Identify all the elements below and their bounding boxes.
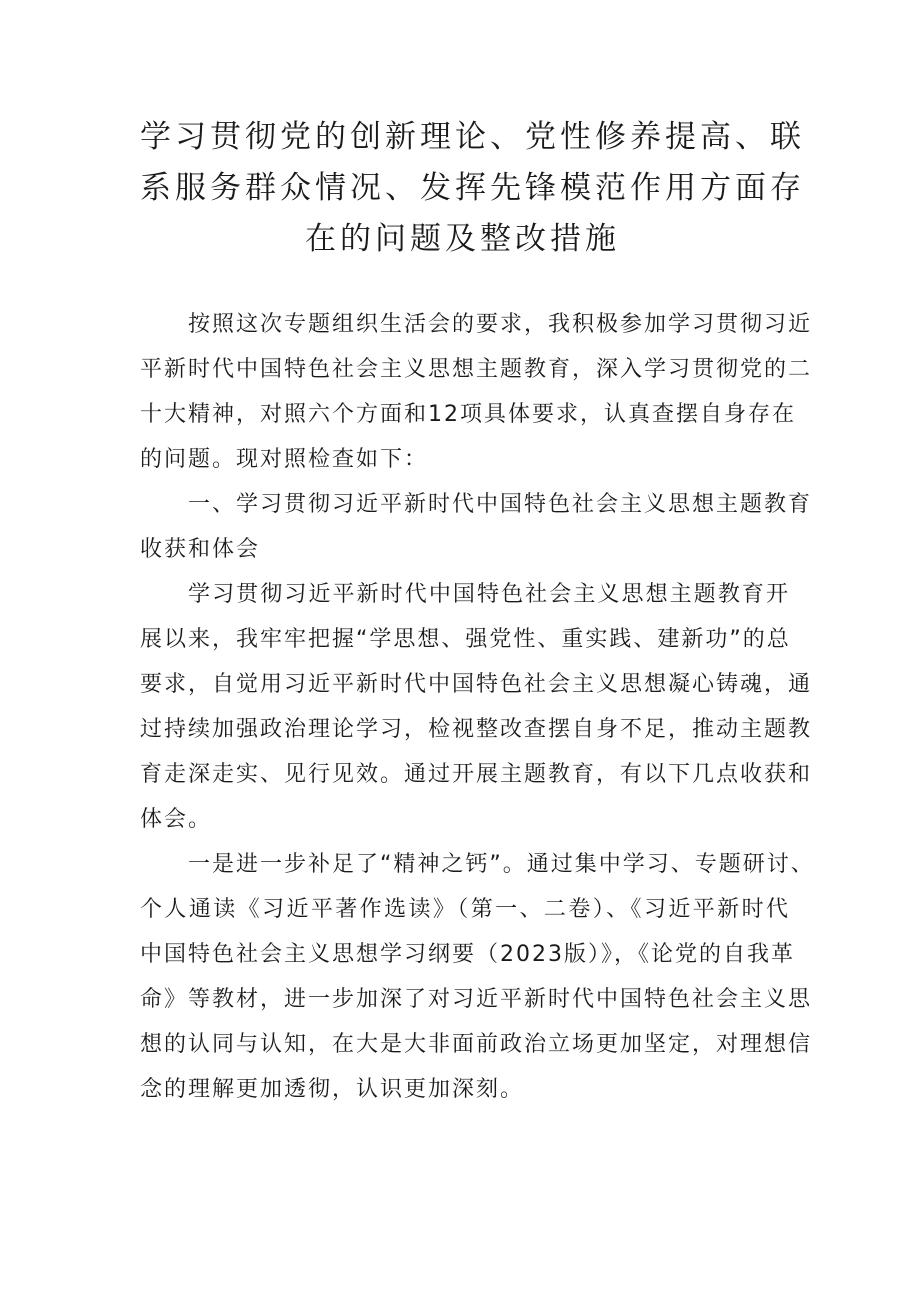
text-line: 平新时代中国特色社会主义思想主题教育，深入学习贯彻党的二 bbox=[140, 357, 813, 382]
text-line: 展以来，我牢牢把握“学思想、强党性、重实践、建新功”的总 bbox=[140, 627, 791, 652]
section-heading-1 bbox=[140, 482, 813, 572]
text-line: 收获和体会 bbox=[140, 537, 261, 562]
document-title bbox=[140, 112, 805, 265]
paragraph-section-1 bbox=[140, 572, 813, 842]
text-line: 学习贯彻习近平新时代中国特色社会主义思想主题教育开 bbox=[188, 582, 790, 607]
paragraph-intro bbox=[140, 302, 813, 482]
text-line: 一、学习贯彻习近平新时代中国特色社会主义思想主题教育 bbox=[188, 492, 813, 517]
title-line: 在的问题及整改措施 bbox=[305, 221, 620, 257]
text-line: 中国特色社会主义思想学习纲要（2023版）》，《论党的自我革 bbox=[140, 942, 795, 967]
text-line: 命》等教材，进一步加深了对习近平新时代中国特色社会主义思 bbox=[140, 987, 813, 1012]
text-line: 想的认同与认知，在大是大非面前政治立场更加坚定，对理想信 bbox=[140, 1032, 813, 1057]
text-line: 个人通读《习近平著作选读》（第一、二卷）、《习近平新时代 bbox=[140, 897, 790, 922]
title-line: 学习贯彻党的创新理论、党性修养提高、联 bbox=[140, 119, 805, 155]
text-line: 体会。 bbox=[140, 807, 213, 832]
text-line: 要求，自觉用习近平新时代中国特色社会主义思想凝心铸魂，通 bbox=[140, 672, 813, 697]
text-line: 念的理解更加透彻，认识更加深刻。 bbox=[140, 1077, 525, 1102]
text-line: 十大精神，对照六个方面和12项具体要求，认真查摆自身存在 bbox=[140, 402, 796, 427]
text-line: 过持续加强政治理论学习，检视整改查摆自身不足，推动主题教 bbox=[140, 717, 813, 742]
text-line: 按照这次专题组织生活会的要求，我积极参加学习贯彻习近 bbox=[188, 312, 813, 337]
title-line: 系服务群众情况、发挥先锋模范作用方面存 bbox=[140, 170, 805, 206]
text-line: 一是进一步补足了“精神之钙”。通过集中学习、专题研讨、 bbox=[188, 852, 815, 877]
text-line: 育走深走实、见行见效。通过开展主题教育，有以下几点收获和 bbox=[140, 762, 813, 787]
text-line: 的问题。现对照检查如下： bbox=[140, 447, 429, 472]
document-body bbox=[140, 302, 815, 1112]
paragraph-point-1 bbox=[140, 842, 815, 1112]
